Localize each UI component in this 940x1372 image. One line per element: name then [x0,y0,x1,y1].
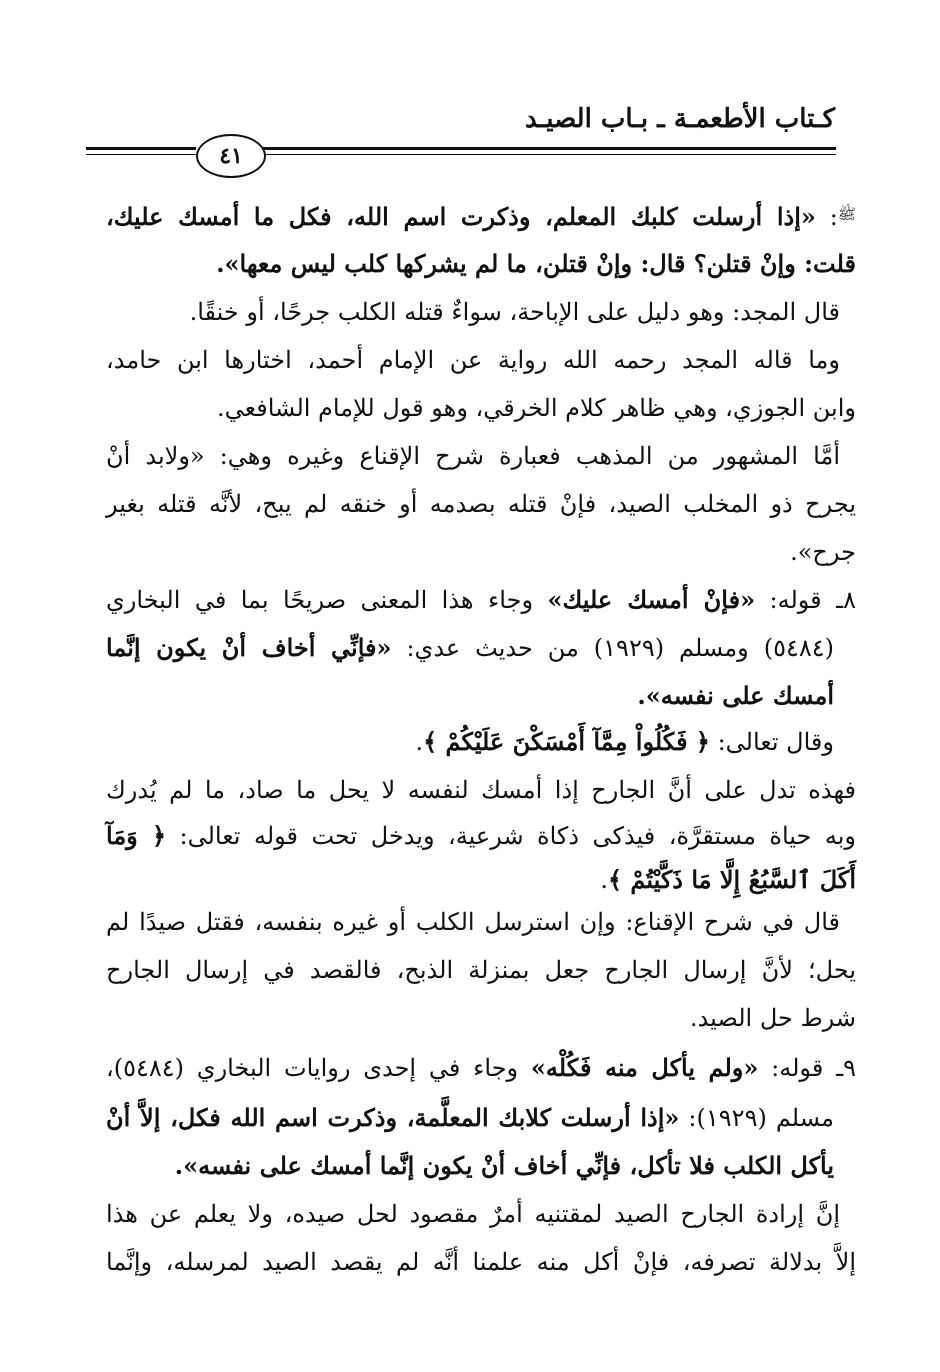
header-rule-right-thin [262,154,836,155]
line-segment: فهذه تدل على أنَّ الجارح إذا أمسك لنفسه لا يحل ما صاد، ما لم يُدرك [106,776,856,804]
text-line [106,294,840,330]
hadith-quote: «فإنْ أمسك عليك» [547,585,756,614]
text-line [106,862,856,898]
text-line [106,630,834,666]
line-segment: . [600,866,608,894]
line-segment: شرط حل الصيد. [689,1004,856,1032]
line-segment: وابن الجوزي، وهي ظاهر كلام الخرقي، وهو قول للإمام الشافعي. [217,394,856,422]
line-segment: وجاء هذا المعنى صريحًا بما في البخاري [106,586,548,614]
line-segment: يحل؛ لأنَّ إرسال الجارح جعل بمنزلة الذبح، فالقصد في إرسال الجارح [106,956,856,984]
text-line [106,196,856,235]
line-segment: وما قاله المجد رحمه الله رواية عن الإمام أحمد، اختارها ابن حامد، [106,346,840,374]
line-segment: جرح». [790,538,856,566]
line-segment: : [815,203,838,231]
line-segment: إلاَّ بدلالة تصرفه، فإنْ أكل منه علمنا أنَّه لم يقصد الصيد لمرسله، وإنَّما [106,1248,856,1276]
text-line [106,904,840,940]
text-line [106,772,856,808]
text-line [106,1100,834,1136]
hadith-quote: أمسك على نفسه». [637,681,834,710]
text-line [106,818,856,854]
line-segment: قال في شرح الإقناع: وإن استرسل الكلب أو غيره بنفسه، فقتل صيدًا لم [106,908,840,936]
text-line [106,1000,856,1036]
line-segment: ٩ـ قوله: [758,1054,856,1082]
line-segment: وقال تعالى: [709,728,834,756]
line-segment: مسلم (١٩٢٩): [679,1104,835,1132]
text-line [106,724,834,760]
header-rule-right-thick [262,147,836,150]
hadith-quote: يأكل الكلب فلا تأكل، فإنِّي أخاف أنْ يكون إنَّما أمسك على نفسه». [174,1151,834,1180]
line-segment: إنَّ إرادة الجارح الصيد لمقتنيه أمرٌ مقصود لحل صيده، ولا يعلم عن هذا [106,1200,840,1228]
text-line [106,1148,834,1184]
hadith-quote: قلت: وإنْ قتلن؟ قال: وإنْ قتلن، ما لم يشركها كلب ليس معها». [216,249,856,278]
line-segment: . [415,728,424,756]
line-segment: قال المجد: وهو دليل على الإباحة، سواءٌ قتله الكلب جرحًا، أو خنقًا. [189,298,840,326]
text-line [106,678,834,714]
quran-verse: ﴿ وَمَآ [106,821,167,850]
running-title: كـتاب الأطعمـة ـ بـاب الصيـد [525,104,835,134]
hadith-quote: «إذا أرسلت كلبك المعلم، وذكرت اسم الله، فكل ما أمسك عليك، [106,202,816,231]
quran-verse: أَكَلَ ٱلسَّبُعُ إِلَّا مَا ذَكَّيْتُمْ ﴾ [607,865,856,894]
text-line [106,1244,856,1280]
hadith-quote: «فإنِّي أخاف أنْ يكون إنَّما [106,633,392,662]
line-segment: أمَّا المشهور من المذهب فعبارة شرح الإقناع وغيره وهي: «ولابد أنْ [106,442,840,470]
hadith-quote: «إذا أرسلت كلابك المعلَّمة، وذكرت اسم الله فكل، إلاَّ أنْ [106,1103,680,1132]
text-line [106,390,856,426]
text-line [106,582,856,618]
header-rule-left-thick [86,147,196,150]
text-line [106,342,840,378]
line-segment: وجاء في إحدى روايات البخاري (٥٤٨٤)، [106,1054,531,1082]
line-segment: ٨ـ قوله: [755,586,856,614]
page-number: ٤١ [196,134,266,178]
line-segment: وبه حياة مستقرَّة، فيذكى ذكاة شرعية، ويدخل تحت قوله تعالى: [166,822,856,850]
honorific-glyph: ﷺ [837,205,857,223]
text-line [106,486,856,522]
text-line [106,534,856,570]
quran-verse: ﴿ فَكُلُواْ مِمَّآ أَمْسَكْنَ عَلَيْكُمْ ﴾ [423,727,710,756]
line-segment: يجرح ذو المخلب الصيد، فإنْ قتله بصدمه أو خنقه لم يبح، لأنَّه قتله بغير [106,490,856,518]
text-line [106,246,856,282]
text-line [106,1050,856,1086]
line-segment: (٥٤٨٤) ومسلم (١٩٢٩) من حديث عدي: [391,634,834,662]
text-line [106,1196,840,1232]
text-line [106,952,856,988]
hadith-quote: «ولم يأكل منه فَكُلْه» [530,1053,759,1082]
header-rule-left-thin [86,154,196,155]
text-line [106,438,840,474]
